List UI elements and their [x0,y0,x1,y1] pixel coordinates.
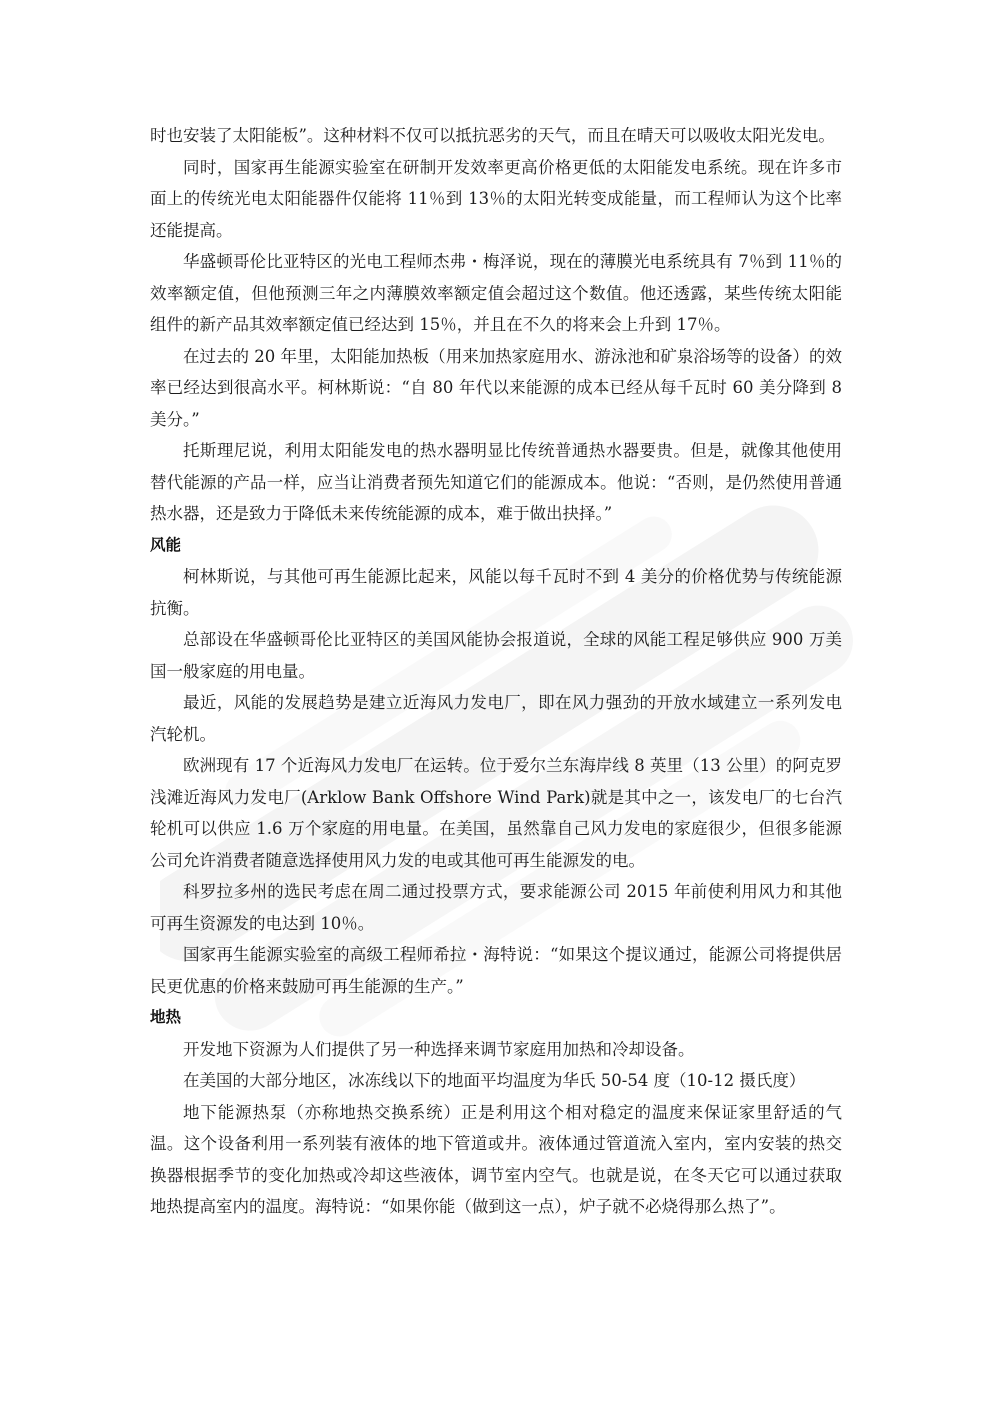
paragraph: 柯林斯说，与其他可再生能源比起来，风能以每千瓦时不到 4 美分的价格优势与传统能源抗衡。 [150,567,842,618]
section-heading-wind: 风能 [150,535,182,554]
paragraph: 欧洲现有 17 个近海风力发电厂在运转。位于爱尔兰东海岸线 8 英里（13 公里）的阿克罗浅滩近海风力发电厂(Arklow Bank Offshore Wind Park)就是其中之一，该发电厂的七台汽轮机可以供应 1.6 万个家庭的用电量。在美国，虽然靠自己风力发电的家庭很少，但很多能源公司允许消费者随意选择使用风力发的电或其他可再生能源发的电。 [150,756,842,870]
paragraph: 在过去的 20 年里，太阳能加热板（用来加热家庭用水、游泳池和矿泉浴场等的设备）的效率已经达到很高水平。柯林斯说：“自 80 年代以来能源的成本已经从每千瓦时 60 美分降到 8 美分。” [150,346,842,429]
paragraph: 开发地下资源为人们提供了另一种选择来调节家庭用加热和冷却设备。 [183,1039,695,1059]
paragraph: 最近，风能的发展趋势是建立近海风力发电厂，即在风力强劲的开放水域建立一系列发电汽轮机。 [150,693,842,744]
paragraph: 华盛顿哥伦比亚特区的光电工程师杰弗・梅泽说，现在的薄膜光电系统具有 7％到 11％的效率额定值，但他预测三年之内薄膜效率额定值会超过这个数值。他还透露，某些传统太阳能组件的新产品其效率额定值已经达到 15％，并且在不久的将来会上升到 17％。 [150,252,842,334]
paragraph: 托斯理尼说，利用太阳能发电的热水器明显比传统普通热水器要贵。但是，就像其他使用替代能源的产品一样，应当让消费者预先知道它们的能源成本。他说：“否则，是仍然使用普通热水器，还是致力于降低未来传统能源的成本，难于做出抉择。” [150,441,842,523]
paragraph: 国家再生能源实验室的高级工程师希拉・海特说：“如果这个提议通过，能源公司将提供居民更优惠的价格来鼓励可再生能源的生产。” [150,945,842,996]
paragraph: 同时，国家再生能源实验室在研制开发效率更高价格更低的太阳能发电系统。现在许多市面上的传统光电太阳能器件仅能将 11％到 13％的太阳光转变成能量，而工程师认为这个比率还能提高。 [150,157,842,240]
section-heading-geothermal: 地热 [150,1008,182,1026]
article-body [150,120,842,1223]
paragraph: 在美国的大部分地区，冰冻线以下的地面平均温度为华氏 50-54 度（10-12 摄氏度） [183,1071,806,1090]
paragraph: 科罗拉多州的选民考虑在周二通过投票方式，要求能源公司 2015 年前使利用风力和其他可再生资源发的电达到 10％。 [150,882,842,933]
paragraph: 总部设在华盛顿哥伦比亚特区的美国风能协会报道说，全球的风能工程足够供应 900 万美国一般家庭的用电量。 [150,630,842,681]
paragraph: 地下能源热泵（亦称地热交换系统）正是利用这个相对稳定的温度来保证家里舒适的气温。这个设备利用一系列装有液体的地下管道或井。液体通过管道流入室内，室内安装的热交换器根据季节的变化加热或冷却这些液体，调节室内空气。也就是说，在冬天它可以通过获取地热提高室内的温度。海特说：“如果你能（做到这一点），炉子就不必烧得那么热了”。 [150,1102,842,1216]
paragraph: 时也安装了太阳能板”。这种材料不仅可以抵抗恶劣的天气，而且在晴天可以吸收太阳光发电。 [150,126,835,145]
